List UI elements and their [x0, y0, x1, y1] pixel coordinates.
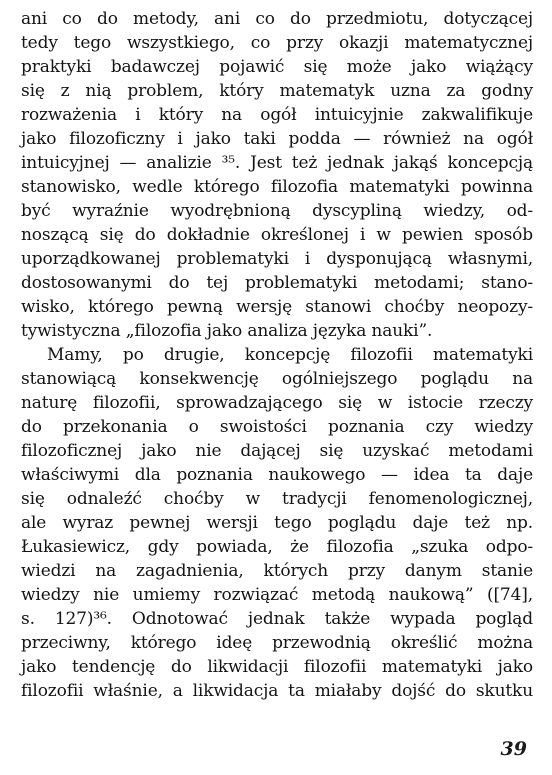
text-line-26: s. 127)³⁶. Odnotować jednak także wypada pogląd — [21, 609, 533, 629]
book-page — [21, 6, 533, 766]
text-line-12: dostosowanymi do tej problematyki metodami; stano- — [21, 273, 533, 293]
text-line-19: filozoficznej jako nie dającej się uzyskać metodami — [21, 441, 533, 461]
text-line-28: jako tendencję do likwidacji filozofii matematyki jako — [21, 657, 533, 677]
text-line-8: stanowisko, wedle którego filozofia matematyki powinna — [21, 177, 533, 197]
text-line-6: jako filozoficzny i jako taki podda — również na ogół — [21, 129, 533, 149]
text-line-2: tedy tego wszystkiego, co przy okazji matematycznej — [21, 33, 533, 53]
text-line-5: rozważenia i który na ogół intuicyjnie zakwalifikuje — [21, 105, 533, 125]
text-line-29: filozofii właśnie, a likwidacja ta miałaby dojść do skutku — [21, 681, 533, 701]
text-line-10: noszącą się do dokładnie określonej i w pewien sposób — [21, 225, 533, 245]
text-line-21: się odnaleźć choćby w tradycji fenomenologicznej, — [21, 489, 533, 509]
text-line-4: się z nią problem, który matematyk uzna za godny — [21, 81, 533, 101]
text-line-1: ani co do metody, ani co do przedmiotu, dotyczącej — [21, 9, 533, 29]
text-line-3: praktyki badawczej pojawić się może jako wiążący — [21, 57, 533, 77]
text-line-17: naturę filozofii, sprowadzającego się w istocie rzeczy — [21, 393, 533, 413]
text-line-27: przeciwny, którego ideę przewodnią określić można — [21, 633, 533, 653]
text-line-16: stanowiącą konsekwencję ogólniejszego poglądu na — [21, 369, 533, 389]
text-line-13: wisko, którego pewną wersję stanowi choćby neopozy- — [21, 297, 533, 317]
text-line-15: Mamy, po drugie, koncepcję filozofii matematyki — [47, 345, 533, 365]
text-line-11: uporządkowanej problematyki i dysponującą własnymi, — [21, 249, 533, 269]
text-line-25: wiedzy nie umiemy rozwiązać metodą naukową” ([74], — [21, 585, 533, 605]
text-line-20: właściwymi dla poznania naukowego — idea ta daje — [21, 465, 533, 485]
page-number: 39 — [500, 738, 527, 760]
text-line-22: ale wyraz pewnej wersji tego poglądu daje też np. — [21, 513, 533, 533]
text-line-7: intuicyjnej — analizie ³⁵. Jest też jednak jakąś koncepcją — [21, 153, 533, 173]
text-line-14: tywistyczna „filozofia jako analiza języka nauki”. — [21, 321, 433, 341]
text-line-23: Łukasiewicz, gdy powiada, że filozofia „szuka odpo- — [21, 537, 533, 557]
text-line-24: wiedzi na zagadnienia, których przy danym stanie — [21, 561, 533, 581]
text-line-18: do przekonania o swoistości poznania czy wiedzy — [21, 417, 533, 437]
text-line-9: być wyraźnie wyodrębnioną dyscypliną wiedzy, od- — [21, 201, 533, 221]
